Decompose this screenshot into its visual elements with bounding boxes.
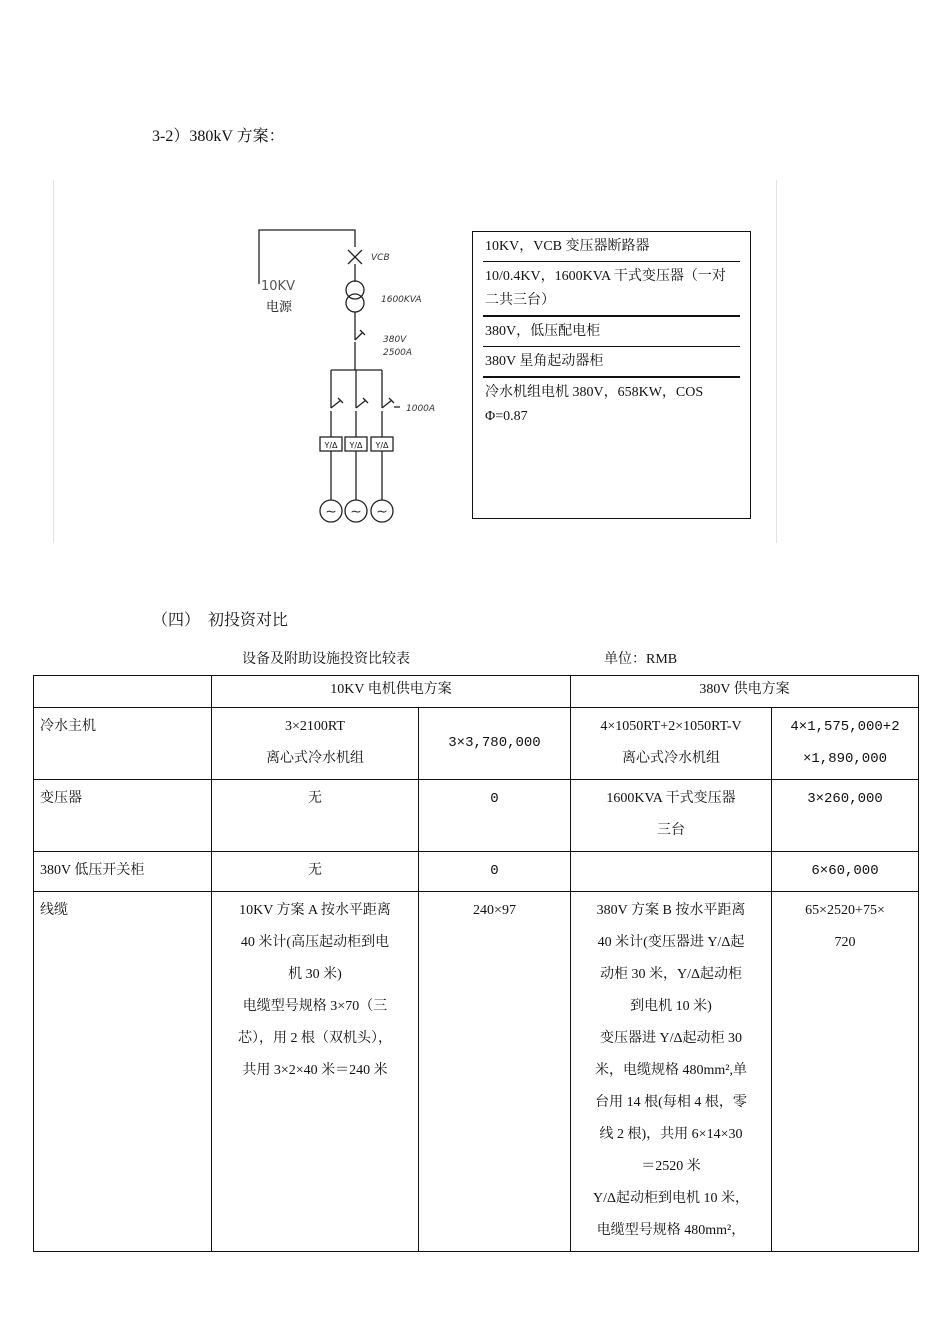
bus-current-label: 2500A [383, 348, 413, 358]
source-feeder-line [259, 230, 355, 284]
vcb-symbol [348, 250, 362, 264]
starter-label-2: Y/Δ [349, 441, 363, 450]
legend-item-lv-panel: 380V，低压配电柜 [483, 317, 740, 347]
cell-b-desc: 380V 方案 B 按水平距离 40 米计(变压器进 Y/Δ起 动柜 30 米，Y/Δ起动柜 到电机 10 米) 变压器进 Y/Δ起动柜 30 米，电缆规格 480mm²,单 台用 14 根(每相 4 根，零 线 2 根)，共用 6×14×30 ＝2520 米 Y/Δ起动柜到电机 10 米， 电缆型号规格 480mm²， [571, 892, 772, 1252]
section-title: 3-2）380kV 方案： [152, 128, 285, 145]
table-header-row [34, 676, 919, 708]
cell-b-cost: 65×2520+75× 720 [772, 892, 919, 1252]
branch-current-label: 1000A [406, 404, 436, 414]
cell-b-desc [571, 852, 772, 892]
cell-a-desc: 无 [212, 852, 419, 892]
starter-label-3: Y/Δ [375, 441, 389, 450]
row-label: 变压器 [34, 780, 212, 852]
cell-a-cost: 240×97 [419, 892, 571, 1252]
row-label: 380V 低压开关柜 [34, 852, 212, 892]
legend-item-motor: 冷水机组电机 380V，658KW，COS Φ=0.87 [485, 385, 704, 424]
table-caption: 设备及附助设施投资比较表 [242, 652, 410, 667]
legend-item-vcb: 10KV，VCB 变压器断路器 [483, 232, 740, 262]
header-empty-cell [34, 676, 212, 708]
transformer-rating-label: 1600KVA [381, 295, 422, 305]
header-380v-scheme: 380V 供电方案 [571, 676, 919, 708]
table-row-lv-switchgear [34, 852, 919, 892]
vcb-label: VCB [371, 253, 390, 263]
table-row-transformer [34, 780, 919, 852]
table-row-cable [34, 892, 919, 1252]
investment-comparison-table [33, 675, 919, 1252]
cell-b-cost: 6×60,000 [772, 852, 919, 892]
cell-a-cost: 3×3,780,000 [419, 708, 571, 780]
cell-b-cost: 3×260,000 [772, 780, 919, 852]
row-label: 冷水主机 [34, 708, 212, 780]
cell-a-cost: 0 [419, 852, 571, 892]
transformer-winding-lower [346, 294, 364, 312]
cell-b-cost: 4×1,575,000+2 ×1,890,000 [772, 708, 919, 780]
table-row-chiller [34, 708, 919, 780]
section4-title: （四） 初投资对比 [152, 612, 289, 629]
cell-a-cost: 0 [419, 780, 571, 852]
main-breaker-symbol [355, 330, 365, 340]
motor-symbol-1: ∼ [325, 504, 337, 520]
cell-b-desc: 1600KVA 干式变压器 三台 [571, 780, 772, 852]
cell-a-desc: 3×2100RT 离心式冷水机组 [212, 708, 419, 780]
source-label: 电源 [266, 300, 293, 315]
bus-voltage-label: 380V [383, 335, 407, 345]
legend-item-starter: 380V 星角起动器柜 [483, 347, 740, 378]
diagram-legend [472, 231, 751, 519]
motor-symbol-2: ∼ [350, 504, 362, 520]
table-unit: 单位：RMB [604, 652, 678, 667]
motor-symbol-3: ∼ [376, 504, 388, 520]
cell-a-desc: 10KV 方案 A 按水平距离 40 米计(高压起动柜到电 机 30 米) 电缆型号规格 3×70（三 芯），用 2 根（双机头）， 共用 3×2×40 米＝240 米 [212, 892, 419, 1252]
source-voltage-label: 10KV [261, 279, 295, 294]
header-10kv-scheme: 10KV 电机供电方案 [212, 676, 571, 708]
legend-item-transformer: 10/0.4KV，1600KVA 干式变压器（一对二共三台） [483, 262, 740, 317]
row-label: 线缆 [34, 892, 212, 1252]
cell-a-desc: 无 [212, 780, 419, 852]
cell-b-desc: 4×1050RT+2×1050RT-V 离心式冷水机组 [571, 708, 772, 780]
starter-label-1: Y/Δ [324, 441, 338, 450]
